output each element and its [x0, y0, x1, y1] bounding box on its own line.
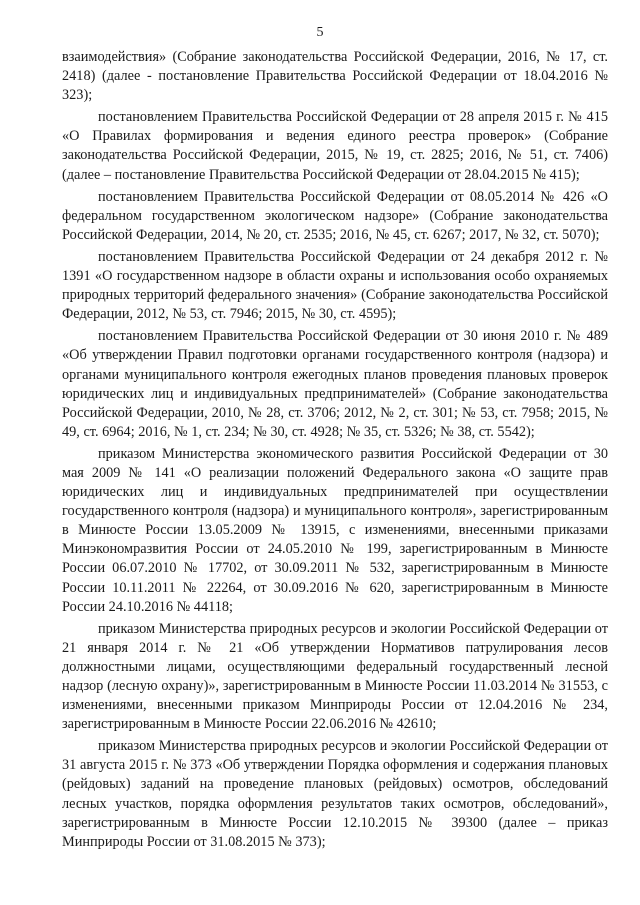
paragraph: приказом Министерства природных ресурсов и экологии Российской Федерации от 31 августа 2015 г. № 373 «Об утверждении Порядка оформления и содержания плановых (рейдовых) заданий на проведение плановых (рейдовых) осмотров, обследований лесных участков, порядка оформления результатов таких осмотров, обследований», зарегистрированным в Минюсте России 12.10.2015 № 39300 (далее – приказ Минприроды России от 31.08.2015 № 373); — [62, 738, 608, 850]
document-body — [62, 48, 608, 855]
paragraph: приказом Министерства природных ресурсов и экологии Российской Федерации от 21 января 2014 г. № 21 «Об утверждении Нормативов патрулирования лесов должностными лицами, осуществляющими федеральный государственный лесной надзор (лесную охрану)», зарегистрированным в Минюсте России 11.03.2014 № 31553, с изменениями, внесенными приказом Минприроды России от 12.04.2016 № 234, зарегистрированным в Минюсте России 22.06.2016 № 42610; — [62, 620, 608, 733]
paragraph: постановлением Правительства Российской Федерации от 08.05.2014 № 426 «О федеральном государственном экологическом надзоре» (Собрание законодательства Российской Федерации, 2014, № 20, ст. 2535; 2016, № 45, ст. 6267; 2017, № 32, ст. 5070); — [62, 188, 608, 243]
paragraph: постановлением Правительства Российской Федерации от 28 апреля 2015 г. № 415 «О Правилах формирования и ведения единого реестра проверок» (Собрание законодательства Российской Федерации, 2015, № 19, ст. 2825; 2016, № 51, ст. 7406) (далее – постановление Правительства Российской Федерации от 28.04.2015 № 415); — [62, 109, 608, 183]
paragraph: приказом Министерства экономического развития Российской Федерации от 30 мая 2009 № 141 «О реализации положений Федерального закона «О защите прав юридических лиц и индивидуальных предпринимателей при осуществлении государственного контроля (надзора) и муниципального контроля», зарегистрированным в Минюсте России 13.05.2009 № 13915, с изменениями, внесенными приказами Минэкономразвития России от 24.05.2010 № 199, зарегистрированным в Минюсте России 06.07.2010 № 17702, от 30.09.2011 № 532, зарегистрированным в Минюсте России 10.11.2011 № 22264, от 30.09.2016 № 620, зарегистрированным в Минюсте России 24.10.2016 № 44118; — [62, 445, 608, 615]
paragraph-continuation: взаимодействия» (Собрание законодательства Российской Федерации, 2016, № 17, ст. 2418) (далее - постановление Правительства Российской Федерации от 18.04.2016 № 323); — [62, 49, 608, 104]
page-number: 5 — [316, 25, 324, 40]
paragraph: постановлением Правительства Российской Федерации от 24 декабря 2012 г. № 1391 «О государственном надзоре в области охраны и использования особо охраняемых природных территорий федерального значения» (Собрание законодательства Российской Федерации, 2012, № 53, ст. 7946; 2015, № 30, ст. 4595); — [62, 248, 608, 323]
paragraph: постановлением Правительства Российской Федерации от 30 июня 2010 г. № 489 «Об утверждении Правил подготовки органами государственного контроля (надзора) и органами муниципального контроля ежегодных планов проведения плановых проверок юридических лиц и индивидуальных предпринимателей» (Собрание законодательства Российской Федерации, 2010, № 28, ст. 3706; 2012, № 2, ст. 301; № 53, ст. 7958; 2015, № 49, ст. 6964; 2016, № 1, ст. 234; № 30, ст. 4928; № 35, ст. 5326; № 38, ст. 5542); — [62, 328, 608, 440]
